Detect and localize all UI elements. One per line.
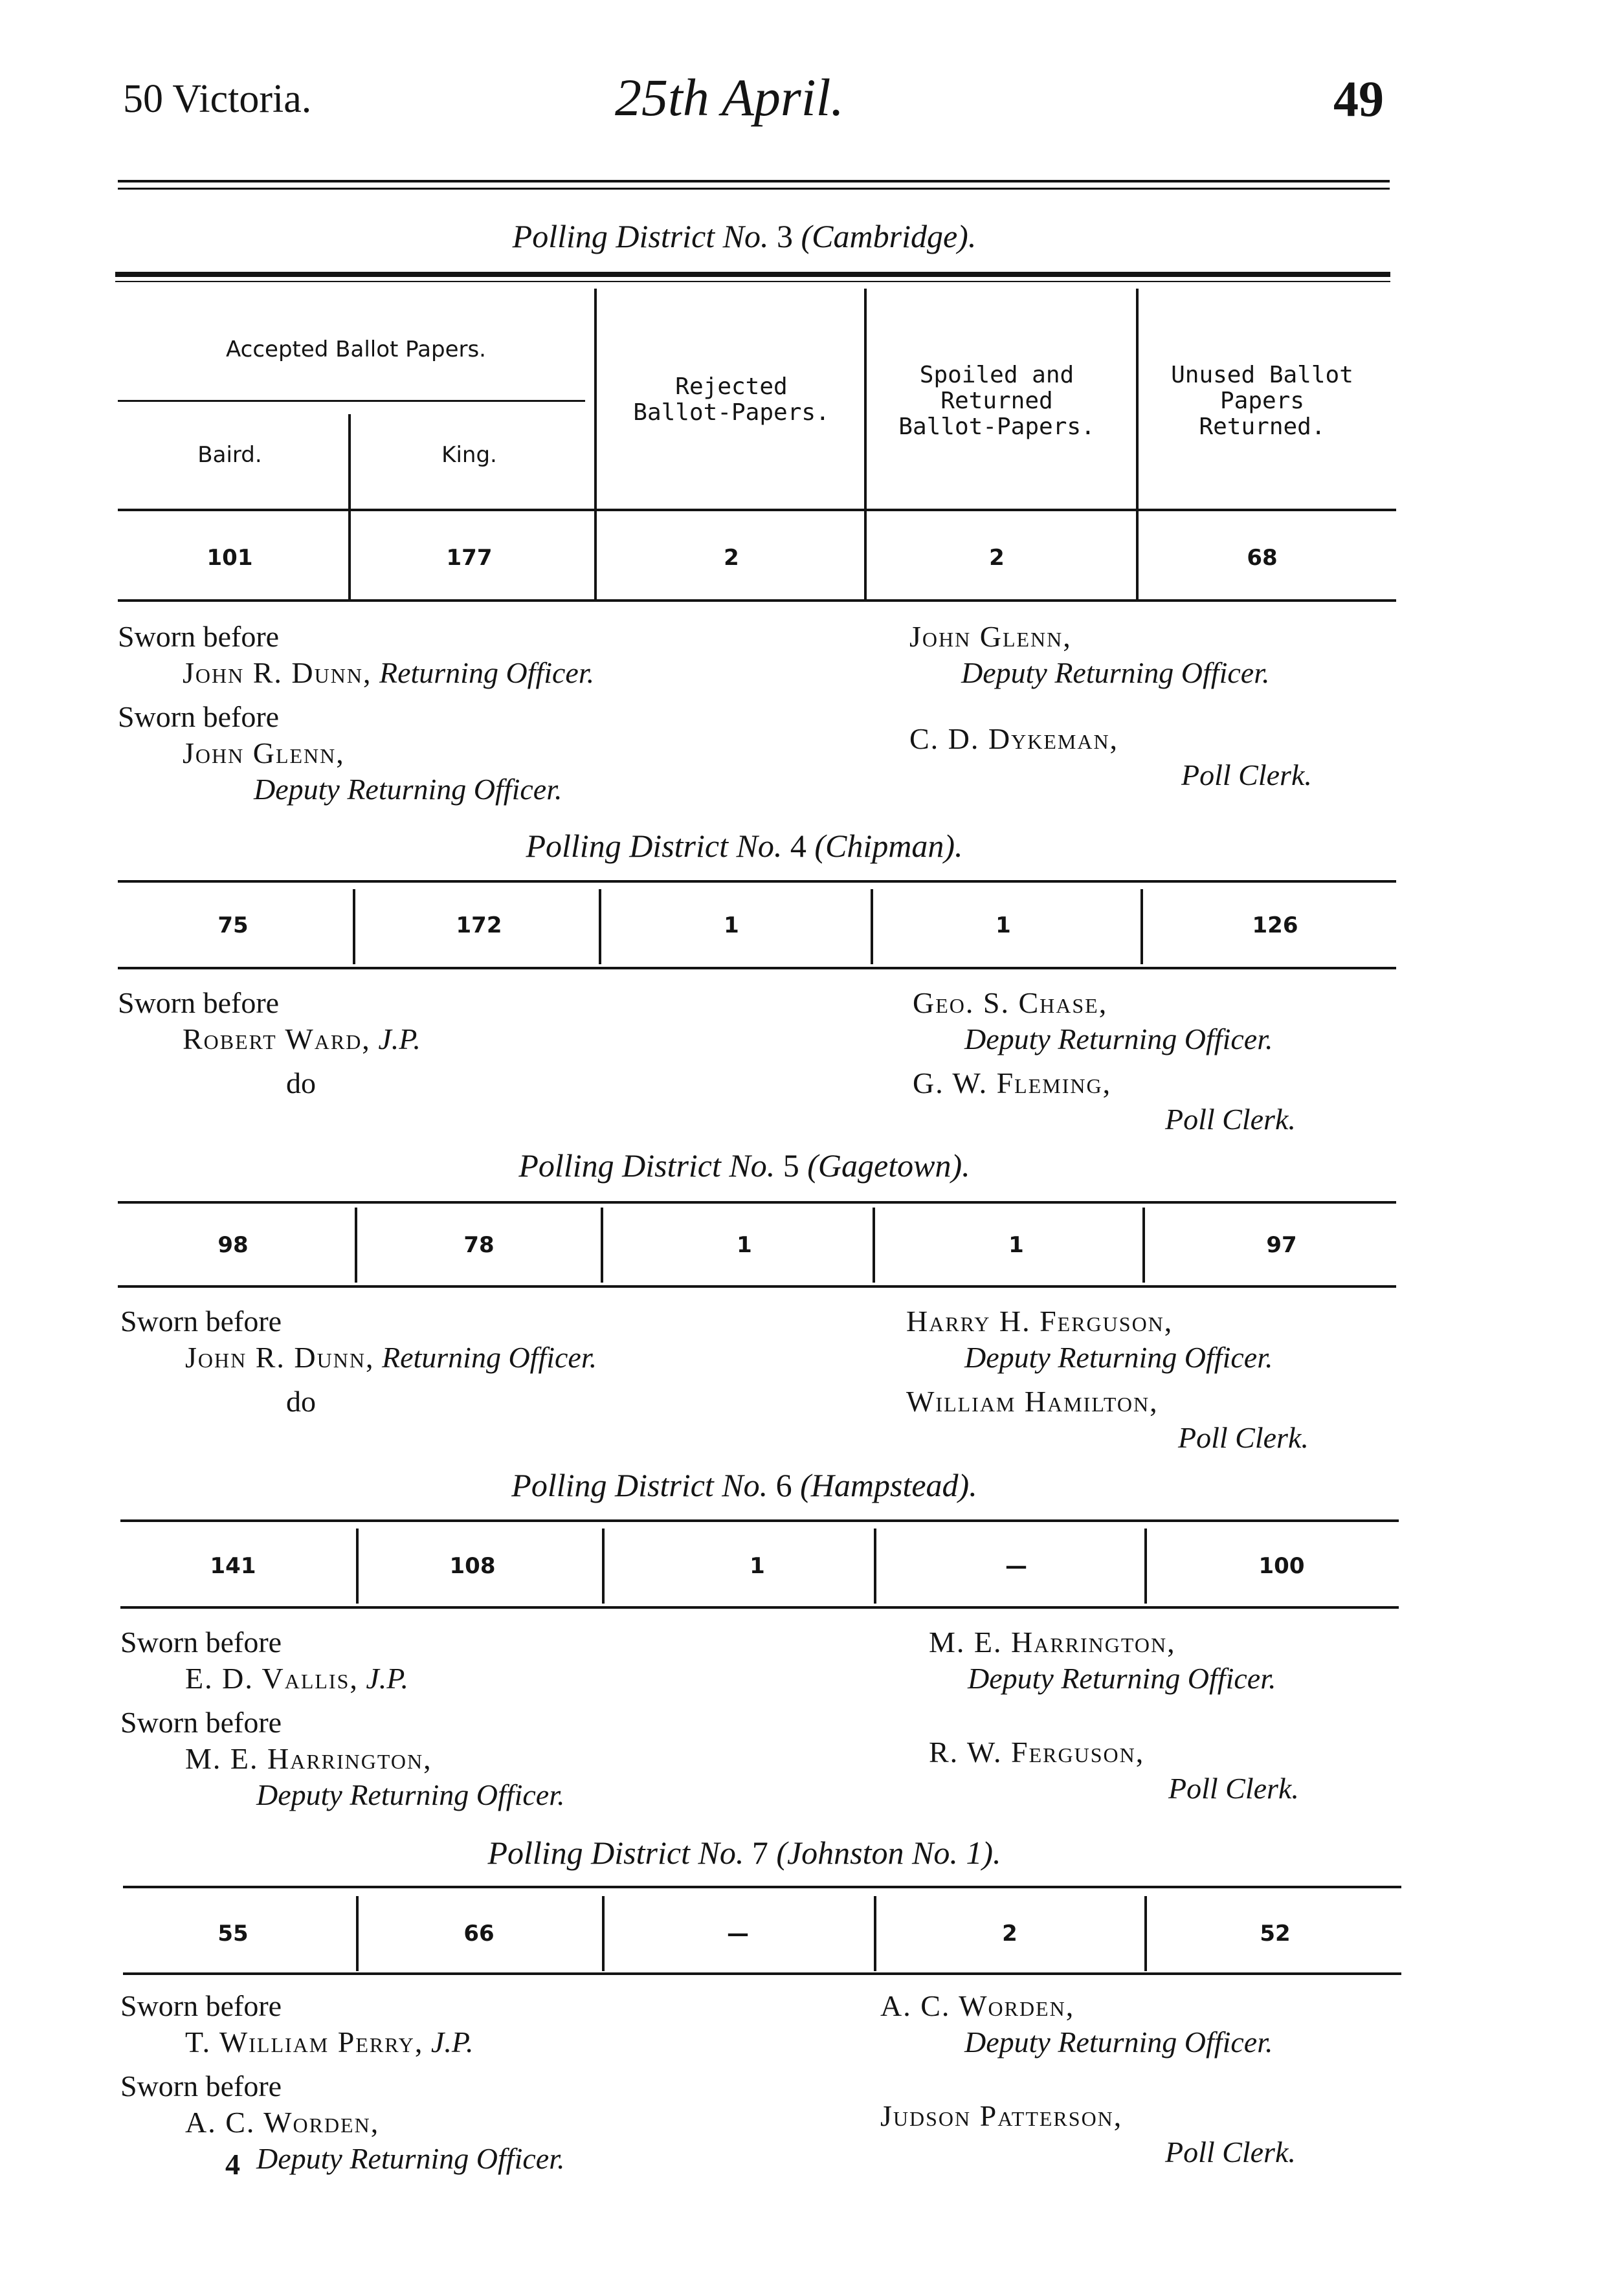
table-bottom-rule [123, 1972, 1401, 1975]
col-divider [355, 1208, 357, 1283]
col-divider [871, 889, 873, 964]
district-7-title: Polling District No. 7 (Johnston No. 1). [487, 1835, 1001, 1871]
table-bottom-rule [118, 1285, 1396, 1288]
king-column-heading: King. [441, 442, 497, 468]
spoiled-column-heading: Spoiled and Returned Ballot-Papers. [898, 362, 1095, 440]
king-value: 78 [463, 1232, 495, 1258]
table-bottom-rule [118, 599, 1396, 602]
sworn-right-d7: A. C. Worden, Deputy Returning Officer. Judson Patterson, Poll Clerk. [880, 1989, 1296, 2169]
district-3-title: Polling District No. 3 (Cambridge). [512, 218, 977, 254]
table-top-rule [118, 1201, 1396, 1204]
col-divider [599, 889, 601, 964]
header-rule-top [118, 180, 1390, 182]
district-5-title: Polling District No. 5 (Gagetown). [518, 1147, 970, 1184]
sworn-left-d3: Sworn before John R. Dunn, Returning Officer. Sworn before John Glenn, Deputy Returning Officer. [118, 620, 595, 806]
col-divider [864, 289, 867, 599]
accepted-subrule [118, 400, 585, 402]
col-divider [602, 1896, 605, 1971]
col-divider [602, 1529, 605, 1604]
table-top-rule [123, 1886, 1401, 1888]
unused-value: 68 [1247, 545, 1278, 571]
sworn-left-d4: Sworn before Robert Ward, J.P. do [118, 986, 421, 1099]
sworn-right-d4: Geo. S. Chase, Deputy Returning Officer. G. W. Fleming, Poll Clerk. [913, 986, 1296, 1136]
header-rule-bottom [118, 188, 1390, 190]
col-divider [1136, 289, 1139, 599]
header-date: 25th April. [615, 68, 844, 127]
rejected-value: 1 [750, 1553, 765, 1579]
head-bottom-rule [118, 509, 1396, 511]
unused-value: 100 [1258, 1553, 1305, 1579]
header-session: 50 Victoria. [123, 77, 312, 121]
table-bottom-rule [120, 1606, 1399, 1609]
baird-value: 98 [217, 1232, 249, 1258]
col-divider [353, 889, 355, 964]
rejected-value: 1 [737, 1232, 752, 1258]
rejected-value: — [727, 1921, 749, 1947]
baird-value: 75 [217, 912, 249, 938]
signature-mark: 4 [225, 2148, 240, 2181]
table-top-rule [115, 272, 1390, 277]
col-divider [348, 414, 351, 599]
col-divider [594, 289, 597, 599]
spoiled-value: 2 [1002, 1921, 1018, 1947]
unused-column-heading: Unused Ballot Papers Returned. [1171, 362, 1353, 440]
spoiled-value: 1 [996, 912, 1011, 938]
spoiled-value: — [1005, 1553, 1027, 1579]
baird-column-heading: Baird. [197, 442, 262, 468]
rejected-value: 2 [724, 545, 739, 571]
spoiled-value: 2 [989, 545, 1005, 571]
sworn-right-d3: John Glenn, Deputy Returning Officer. C. D. Dykeman, Poll Clerk. [909, 620, 1312, 791]
col-divider [874, 1529, 876, 1604]
king-value: 66 [463, 1921, 495, 1947]
district-4-title: Polling District No. 4 (Chipman). [526, 828, 963, 864]
table-bottom-rule [118, 967, 1396, 969]
baird-value: 141 [210, 1553, 256, 1579]
unused-value: 52 [1260, 1921, 1291, 1947]
col-divider [1142, 1208, 1145, 1283]
col-divider [601, 1208, 603, 1283]
col-divider [873, 1208, 875, 1283]
sworn-left-d5: Sworn before John R. Dunn, Returning Officer. do [120, 1305, 597, 1418]
rejected-column-heading: Rejected Ballot-Papers. [633, 373, 830, 426]
king-value: 177 [446, 545, 493, 571]
col-divider [874, 1896, 876, 1971]
district-6-title: Polling District No. 6 (Hampstead). [511, 1467, 977, 1503]
col-divider [1144, 1896, 1147, 1971]
baird-value: 55 [217, 1921, 249, 1947]
sworn-right-d5: Harry H. Ferguson, Deputy Returning Officer. William Hamilton, Poll Clerk. [906, 1305, 1309, 1454]
unused-value: 97 [1266, 1232, 1297, 1258]
unused-value: 126 [1252, 912, 1298, 938]
page-number: 49 [1333, 71, 1384, 127]
sworn-right-d6: M. E. Harrington, Deputy Returning Officer. R. W. Ferguson, Poll Clerk. [929, 1626, 1299, 1805]
table-top-rule-thin [115, 281, 1390, 282]
rejected-value: 1 [724, 912, 739, 938]
king-value: 172 [456, 912, 502, 938]
baird-value: 101 [206, 545, 253, 571]
table-top-rule [118, 880, 1396, 883]
spoiled-value: 1 [1008, 1232, 1024, 1258]
col-divider [1144, 1529, 1147, 1604]
col-divider [1140, 889, 1143, 964]
sworn-left-d7: Sworn before T. William Perry, J.P. Sworn before A. C. Worden, Deputy Returning Officer. [120, 1989, 565, 2175]
accepted-ballot-papers-heading: Accepted Ballot Papers. [226, 337, 486, 362]
col-divider [356, 1896, 359, 1971]
king-value: 108 [449, 1553, 496, 1579]
table-top-rule [120, 1519, 1399, 1522]
sworn-left-d6: Sworn before E. D. Vallis, J.P. Sworn before M. E. Harrington, Deputy Returning Officer. [120, 1626, 565, 1811]
col-divider [356, 1529, 359, 1604]
